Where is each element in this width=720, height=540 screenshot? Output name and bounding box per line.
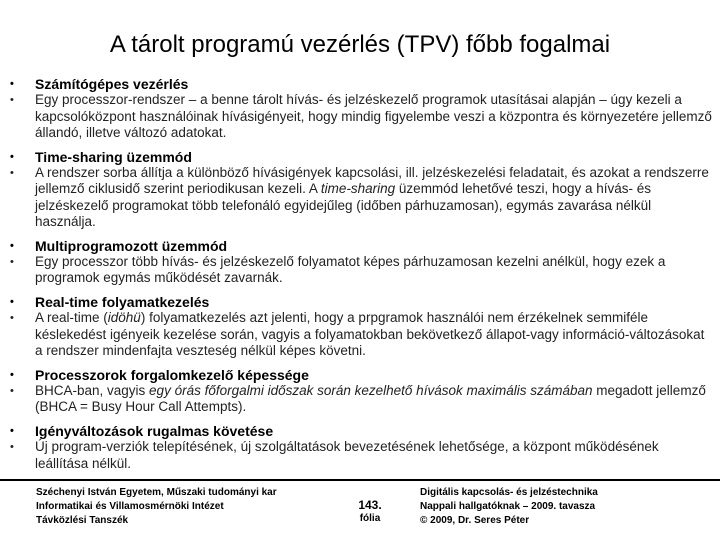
list-item-heading: [10, 76, 712, 92]
bullet: •: [10, 384, 14, 397]
list-item-description: [10, 92, 712, 141]
bullet: •: [10, 368, 14, 381]
description-text: Egy processzor több hívás- és jelzéskezelő folyamatot képes párhuzamosan kezelni anélkül, hogy ezek a programok egymás működését zavarnák.: [35, 254, 666, 286]
list-item-description: [10, 165, 712, 231]
description-text: Egy processzor-rendszer – a benne tárolt hívás- és jelzéskezelő programok utasításai alapján – úgy kezeli a kapcsolóközpont használóinak hívásigényeit, hogy mindig figyelembe veszi a központra és környezetére jellemző állandó, illetve változó adatokat.: [35, 92, 712, 141]
heading-text: Igényváltozások rugalmas követése: [35, 422, 274, 439]
list-item-heading: [10, 367, 712, 383]
page-label: fólia: [359, 513, 381, 524]
bullet: •: [10, 312, 14, 325]
heading-text: Real-time folyamatkezelés: [35, 293, 210, 310]
page-number: 143.: [358, 498, 382, 512]
footer-right-line: Nappali hallgatóknak – 2009. tavasza: [420, 501, 596, 512]
description-text: A real-time (idöhü) folyamatkezelés azt jelenti, hogy a prpgramok használói nem érzékelnek semmiféle késlekedést igényeik kezelése során, vagyis a folyamatokban bekövetkező állapot-vagy információ-változásokat a rendszer mindenfajta veszteség nélkül képes követni.: [35, 310, 705, 359]
heading-text: Time-sharing üzemmód: [35, 148, 192, 165]
bullet: •: [10, 78, 14, 90]
footer-left-line: Széchenyi István Egyetem, Műszaki tudományi kar: [36, 487, 277, 498]
description-text: BHCA-ban, vagyis egy órás főforgalmi időszak során kezelhető hívások maximális számában megadott jellemző (BHCA = Busy Hour Call Attempts).: [35, 382, 706, 415]
bullet: •: [10, 256, 14, 269]
bullet: •: [10, 424, 14, 437]
footer-institution: [36, 486, 336, 528]
slide-title: A tárolt programú vezérlés (TPV) főbb fogalmai: [109, 31, 611, 58]
bullet: •: [10, 441, 14, 454]
footer-course: [420, 486, 710, 528]
content-list: [10, 76, 712, 472]
footer-right-line: © 2009, Dr. Seres Péter: [420, 515, 530, 526]
footer-divider: [0, 479, 720, 481]
list-item-heading: [10, 294, 712, 310]
description-text: Új program-verziók telepítésének, új szolgáltatások bevezetésének lehetősége, a központ működésének leállítása nélkül.: [35, 439, 659, 471]
bullet: •: [10, 150, 14, 163]
footer-left-line: Informatikai és Villamosmérnöki Intézet: [36, 501, 224, 512]
heading-text: Multiprogramozott üzemmód: [35, 237, 228, 254]
bullet: •: [10, 295, 14, 308]
heading-text: Számítógépes vezérlés: [35, 76, 189, 92]
heading-text: Processzorok forgalomkezelő képessége: [35, 366, 309, 383]
list-item-description: [10, 383, 712, 416]
list-item-heading: [10, 423, 712, 439]
list-item-heading: [10, 149, 712, 165]
bullet: •: [10, 239, 14, 252]
bullet: •: [10, 94, 14, 107]
list-item-heading: [10, 238, 712, 254]
footer-page-number: [345, 498, 395, 526]
list-item-description: [10, 310, 712, 359]
footer-right-line: Digitális kapcsolás- és jelzéstechnika: [420, 487, 598, 498]
list-item-description: [10, 254, 712, 287]
bullet: •: [10, 167, 14, 180]
description-text: A rendszer sorba állítja a különböző hívásigények kapcsolási, ill. jelzéskezelési feladatait, és azokat a rendszerre jellemző ciklusidő szerint periodikusan kezeli. A time-sharing üzemmód lehetővé teszi, hogy a hívás- és jelzéskezelő programokat több telefonáló egyidejűleg (időben párhuzamosan), egymás zavarása nélkül használja.: [35, 165, 709, 230]
footer-left-line: Távközlési Tanszék: [36, 515, 129, 526]
list-item-description: [10, 439, 712, 472]
